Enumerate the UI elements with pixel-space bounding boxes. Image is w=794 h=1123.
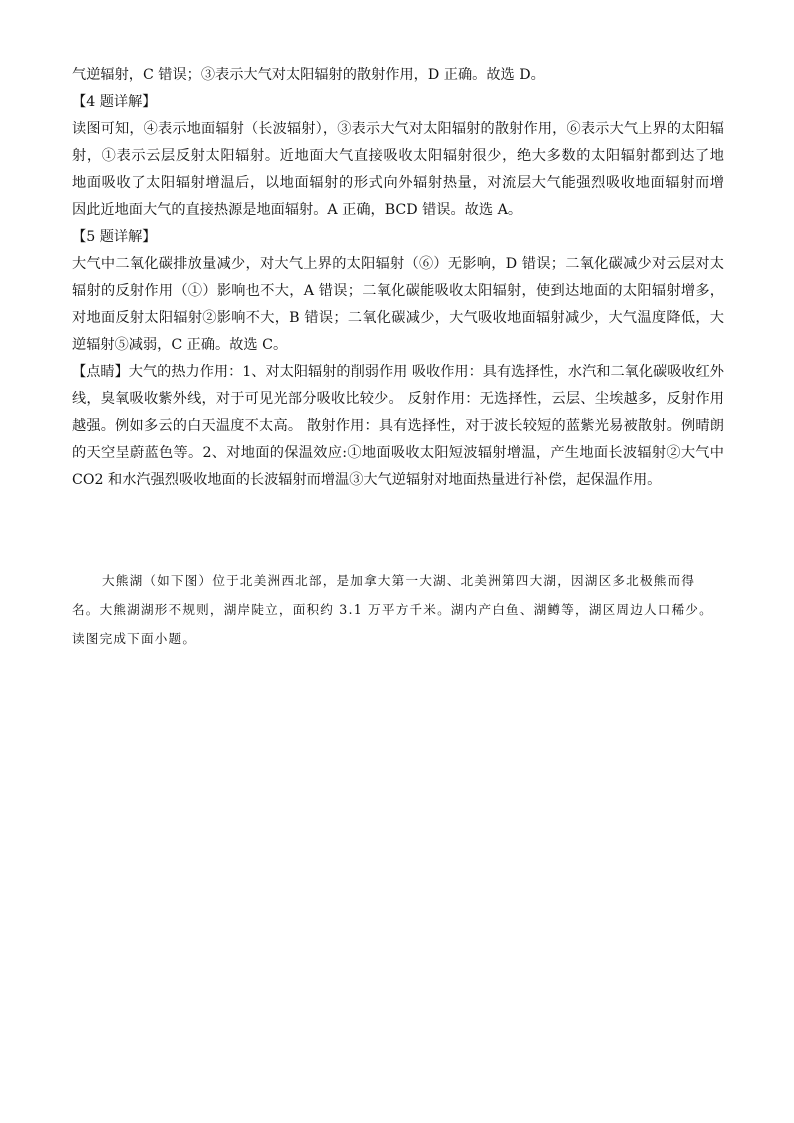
question-5-heading: 【5 题详解】 (72, 229, 157, 245)
text-line: 气逆辐射，C 错误；③表示大气对太阳辐射的散射作用，D 正确。故选 D。 (72, 67, 545, 83)
text-line: 因此近地面大气的直接热源是地面辐射。A 正确，BCD 错误。故选 A。 (72, 202, 523, 218)
text-line: 射，①表示云层反射太阳辐射。近地面大气直接吸收太阳辐射很少，绝大多数的太阳辐射都到达了地 (72, 148, 724, 164)
reading-passage (72, 566, 724, 653)
text-line: 读图可知，④表示地面辐射（长波辐射），③表示大气对太阳辐射的散射作用，⑥表示大气上界的太阳辐 (72, 121, 724, 137)
text-line: 辐射的反射作用（①）影响也不大，A 错误；二氧化碳能吸收太阳辐射，使到达地面的太阳辐射增多， (72, 283, 724, 299)
text-line: 越强。例如多云的白天温度不太高。 散射作用：具有选择性，对于波长较短的蓝紫光易被散射。例晴朗 (72, 418, 724, 434)
answer-explanation (72, 62, 724, 494)
text-line: 大气中二氧化碳排放量减少，对大气上界的太阳辐射（⑥）无影响，D 错误；二氧化碳减少对云层对太 (72, 256, 724, 272)
text-line: 对地面反射太阳辐射②影响不大，B 错误；二氧化碳减少，大气吸收地面辐射减少，大气温度降低，大 (72, 310, 724, 326)
passage-line: 读图完成下面小题。 (72, 631, 197, 646)
text-line: 线，臭氧吸收紫外线，对于可见光部分吸收比较少。 反射作用：无选择性，云层、尘埃越多，反射作用 (72, 391, 724, 407)
text-line: 的天空呈蔚蓝色等。2、对地面的保温效应:①地面吸收太阳短波辐射增温，产生地面长波辐射②大气中 (72, 445, 724, 461)
text-line: 逆辐射⑤减弱，C 正确。故选 C。 (72, 337, 288, 353)
question-4-heading: 【4 题详解】 (72, 94, 157, 110)
passage-line: 名。大熊湖湖形不规则，湖岸陡立，面积约 3.1 万平方千米。湖内产白鱼、湖鳟等，湖区周边人口稀少。 (72, 602, 713, 617)
passage-line: 大熊湖（如下图）位于北美洲西北部，是加拿大第一大湖、北美洲第四大湖，因湖区多北极熊而得 (102, 573, 696, 588)
text-line: CO2 和水汽强烈吸收地面的长波辐射而增温③大气逆辐射对地面热量进行补偿，起保温作用。 (72, 472, 662, 488)
key-point-line: 【点睛】大气的热力作用：1、对太阳辐射的削弱作用 吸收作用：具有选择性，水汽和二氧化碳吸收红外 (72, 364, 724, 380)
text-line: 地面吸收了太阳辐射增温后，以地面辐射的形式向外辐射热量，对流层大气能强烈吸收地面辐射而增 (72, 175, 724, 191)
